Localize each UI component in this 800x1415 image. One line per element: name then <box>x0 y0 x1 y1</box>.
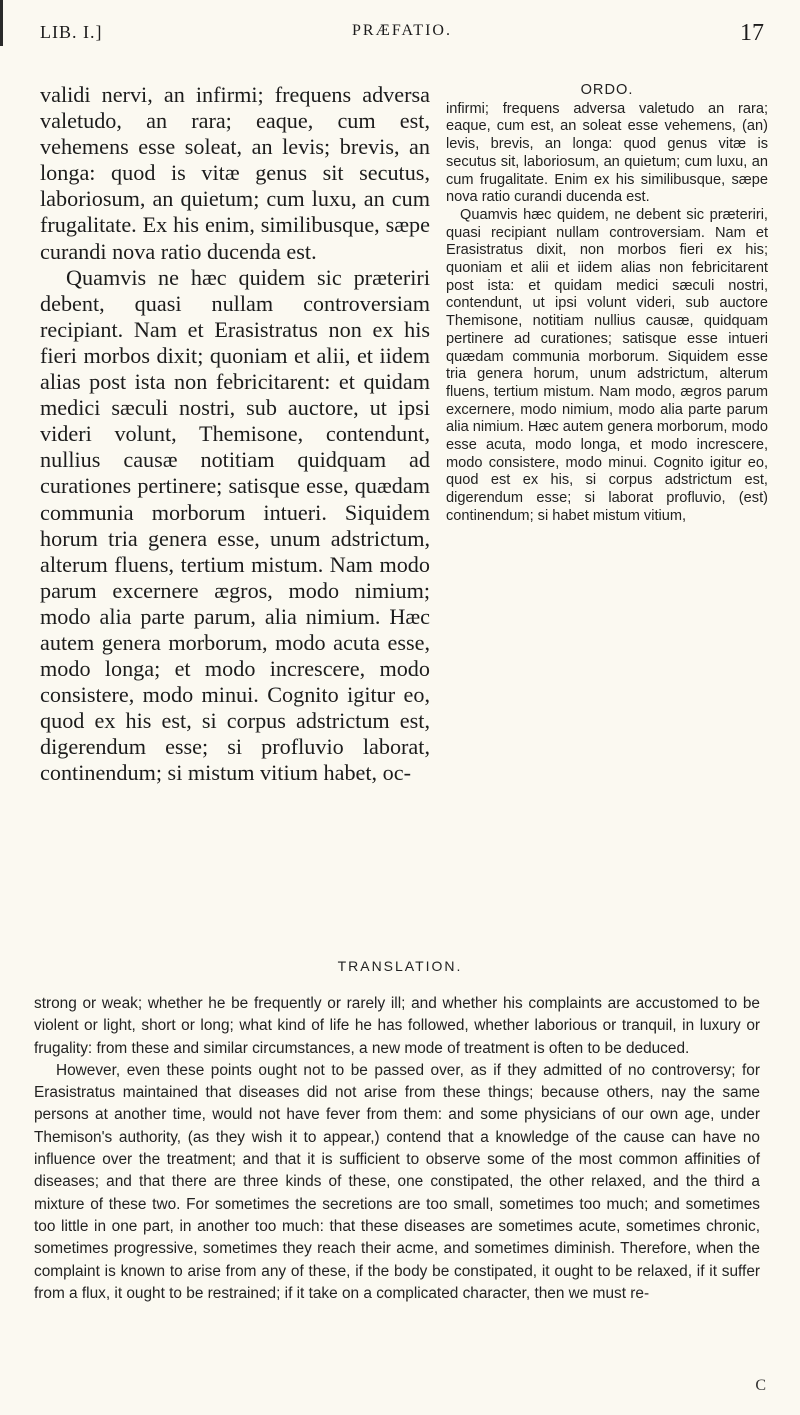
page-number: 17 <box>740 20 764 46</box>
ordo-title: ORDO. <box>580 82 634 98</box>
translation-paragraph: However, even these points ought not to be passed over, as if they admitted of no controversy; for Erasistratus maintained that diseases did not arise from these things; because others, nay the same persons at another time, would not have fever from them: and some physicians of our own age, under Themison's authority, (as they wish it to appear,) contend that a knowledge of the cause can have no influence over the treatment; and that it is sufficient to observe some of the most common affinities of diseases; and that there are three kinds of these, one constipated, the other relaxed, and the third a mixture of these two. For sometimes the secretions are too small, sometimes too much; and sometimes too little in one part, in another too much: that these diseases are sometimes acute, sometimes chronic, sometimes progressive, sometimes they reach their acme, and sometimes diminish. Therefore, when the complaint is known to arise from any of these, if the body be constipated, it ought to be relaxed, if it suffer from a flux, it ought to be restrained; if it take on a complicated character, then we must re- <box>34 1061 760 1302</box>
translation-heading: TRANSLATION. <box>337 958 463 974</box>
page-edge-mark <box>0 0 3 46</box>
ordo-paragraph: Quamvis hæc quidem, ne debent sic præteriri, quasi recipiant nullam controversiam. Nam et Erasistratus dixit, non morbos fieri ex his; quoniam et alii et iidem alias non febricitarent post ista: et quidam medici sæculi nostri, contendunt, ut ipsi volunt videri, sub auctore Themisone, notitiam nullius causæ, quidquam pertinere ad curationes; satisque esse intueri quædam communia morborum. Siquidem esse tria genera horum, unum adstrictum, alterum fluens, tertium mistum. Nam modo, ægros parum excernere, modo nimium, modo alia parte parum alia nimium. Hæc autem genera morborum, modo esse acuta, modo longa, et modo increscere, modo consistere, modo minui. Cognito igitur eo, quod est ex his, si corpus adstrictum est, digerendum esse; si laborat profluvio, (est) continendum; si habet mistum vitium, <box>446 206 769 524</box>
translation-block <box>34 993 760 1305</box>
section-title: PRÆFATIO. <box>352 22 452 39</box>
running-header <box>40 22 764 62</box>
ordo-paragraph: infirmi; frequens adversa valetudo an rara; eaque, cum est, an soleat esse vehemens, (an) levis, brevis, an longa: quod genus vitæ is secutus sit, laboriosum, an quietum; cum luxu, an cum frugalitate. Enim ex his similibusque, sæpe nova ratio curandi ducenda est. <box>446 100 768 206</box>
translation-paragraph: strong or weak; whether he be frequently or rarely ill; and whether his complaints are accustomed to be violent or light, short or long; what kind of life he has followed, whether laborious or tranquil, in luxury or frugality: from these and similar circumstances, a new mode of treatment is often to be deduced. <box>34 995 760 1057</box>
latin-text-column <box>40 82 430 787</box>
ordo-column <box>446 82 768 526</box>
latin-paragraph: Quamvis ne hæc quidem sic præteriri debent, quasi nullam controversiam recipiant. Nam et Erasistratus non ex his fieri morbos dixit; quoniam et alii, et iidem alias post ista non febricitarent: et quidam medici sæculi nostri, sub auctore, ut ipsi videri volunt, Themisone, contendunt, nullius causæ notitiam quidquam ad curationes pertinere; satisque esse, quædam communia morborum intueri. Siquidem horum tria genera esse, unum adstrictum, alterum fluens, tertium mistum. Nam modo parum excernere ægros, modo nimium; modo alia parte parum, alia nimium. Hæc autem genera morborum, modo acuta esse, modo longa; et modo increscere, modo consistere, modo minui. Cognito igitur eo, quod ex his est, si corpus adstrictum est, digerendum esse; si profluvio laborat, continendum; si mistum vitium habet, oc- <box>40 264 430 786</box>
latin-paragraph: validi nervi, an infirmi; frequens adversa valetudo, an rara; eaque, cum est, vehemens esse soleat, an levis; brevis, an longa: quod is vitæ genus sit secutus, laboriosum, an quietum; cum luxu, an cum frugalitate. Ex his enim, similibusque, sæpe curandi nova ratio ducenda est. <box>40 82 430 264</box>
book-label: LIB. I.] <box>40 22 103 42</box>
signature-mark: C <box>755 1377 766 1394</box>
